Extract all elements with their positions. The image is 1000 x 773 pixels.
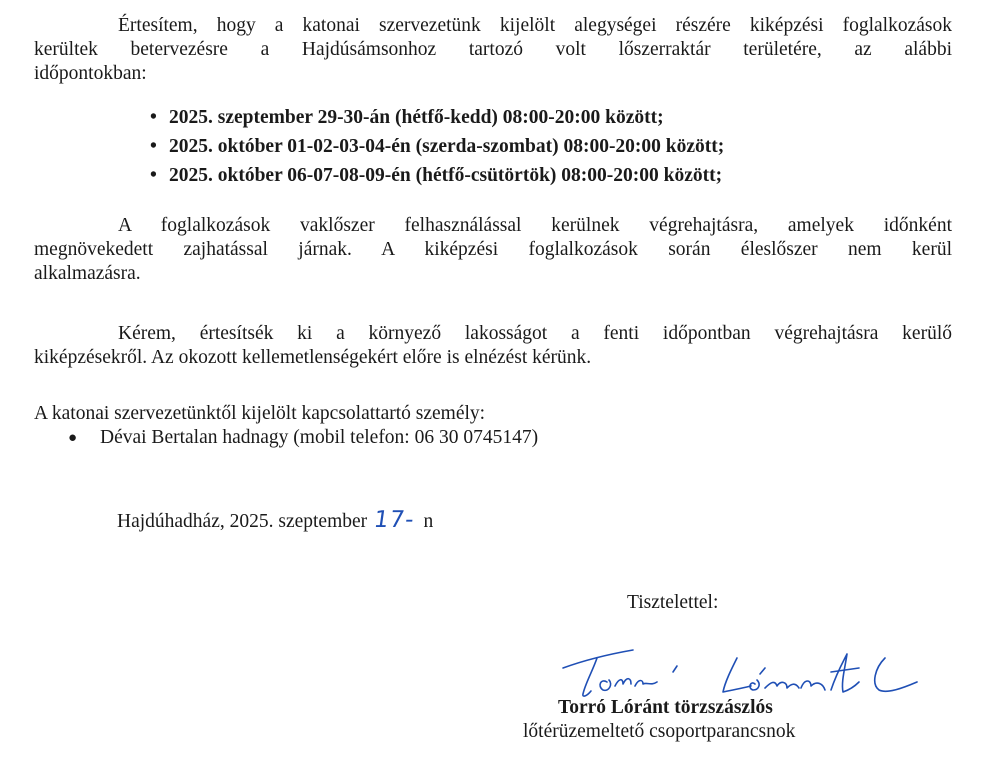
dateline-prefix: Hajdúhadház, 2025. szeptember [117, 511, 368, 532]
intro-line-3: időpontokban: [34, 63, 147, 84]
schedule-item [148, 132, 724, 161]
schedule-item-text: 2025. október 01-02-03-04-én (szerda-szombat) 08:00-20:00 között; [169, 136, 725, 157]
signer-name: Torró Lóránt törzszászlós [558, 697, 773, 718]
dateline [117, 508, 433, 534]
blank-ammo-paragraph [34, 214, 952, 286]
schedule-item [148, 161, 724, 190]
bullet-icon: ● [68, 430, 78, 446]
intro-paragraph [34, 14, 952, 86]
dateline-suffix: n [423, 511, 434, 532]
schedule-item [148, 103, 724, 132]
dateline-handwritten-day: 17- [372, 507, 417, 533]
closing-greeting: Tisztelettel: [627, 592, 719, 613]
schedule-list [148, 103, 724, 190]
blank-ammo-line-1: A foglalkozások vaklőszer felhasználással kerülnek végrehajtásra, amelyek időnként [118, 215, 952, 236]
schedule-item-text: 2025. szeptember 29-30-án (hétfő-kedd) 08:00-20:00 között; [169, 107, 664, 128]
schedule-item-text: 2025. október 06-07-08-09-én (hétfő-csütörtök) 08:00-20:00 között; [169, 165, 723, 186]
contact-list [68, 426, 538, 450]
intro-line-1: Értesítem, hogy a katonai szervezetünk kijelölt alegységei részére kiképzési foglalkozások [118, 15, 952, 36]
blank-ammo-line-3: alkalmazásra. [34, 263, 141, 284]
contact-person-text: Dévai Bertalan hadnagy (mobil telefon: 06 30 0745147) [100, 427, 539, 448]
blank-ammo-line-2: megnövekedett zajhatással járnak. A kiképzési foglalkozások során éleslőszer nem kerül [34, 239, 952, 260]
request-line-2: kiképzésekről. Az okozott kellemetlenségekért előre is elnézést kérünk. [34, 347, 592, 368]
intro-line-2: kerültek betervezésre a Hajdúsámsonhoz tartozó volt lőszerraktár területére, az alábbi [34, 39, 952, 60]
bullet-icon: • [150, 107, 157, 128]
request-line-1: Kérem, értesítsék ki a környező lakosságot a fenti időpontban végrehajtásra kerülő [118, 323, 952, 344]
bullet-icon: • [150, 165, 157, 186]
request-paragraph [34, 322, 952, 370]
contact-person [68, 426, 538, 450]
contact-heading-text: A katonai szervezetünktől kijelölt kapcsolattartó személy: [34, 403, 486, 424]
handwritten-signature [555, 628, 935, 706]
contact-heading [34, 402, 952, 426]
bullet-icon: • [150, 136, 157, 157]
signer-role: lőtérüzemeltető csoportparancsnok [523, 721, 796, 742]
